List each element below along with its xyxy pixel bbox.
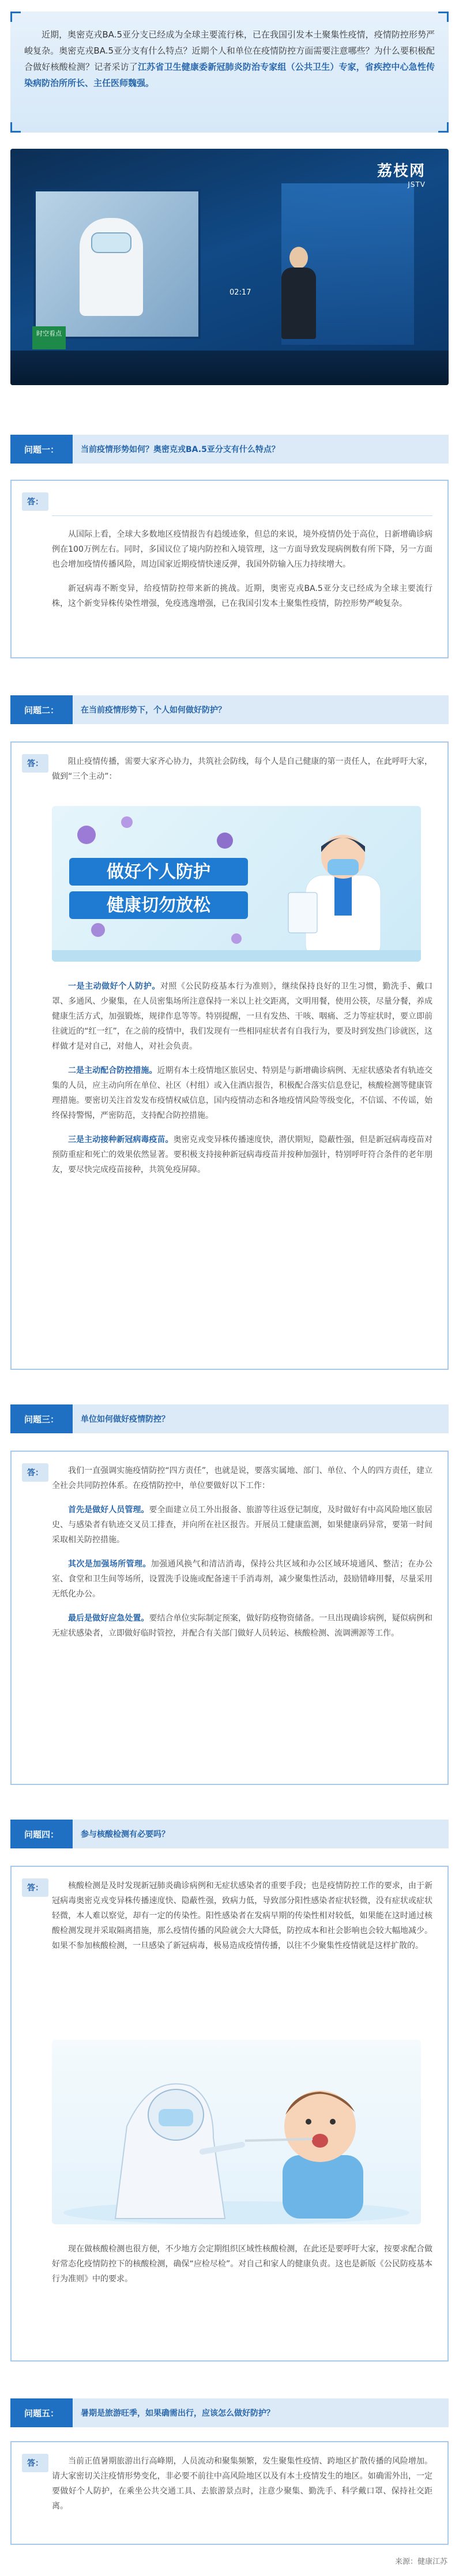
virus-icon	[121, 816, 133, 828]
question-text: 单位如何做好疫情防控？	[81, 1415, 170, 1424]
corner-decoration	[438, 12, 449, 22]
video-time: 02:17	[230, 288, 251, 297]
virus-icon	[217, 833, 233, 849]
child-figure	[283, 2091, 363, 2219]
question-banner-2	[10, 695, 449, 724]
answer-body	[52, 754, 432, 793]
question-tag: 问题五：	[10, 2398, 73, 2427]
answer-label: 答：	[22, 1463, 48, 1482]
question-text: 参与核酸检测有必要吗？	[81, 1830, 170, 1839]
answer-paragraph: 核酸检测是及时发现新冠肺炎确诊病例和无症状感染者的重要手段；也是疫情防控工作的要求，由于新冠病毒奥密克戎变异株传播速度快、隐蔽性强，致病力低，导致部分阳性感染者症状轻微，没有症状或症状轻微，本人难以察觉，却有一定的传染性。阳性感染者在发病早期的传染性相对较低，如果能在这时通过核酸检测发现并采取隔离措施，那么疫情传播的风险就会大大降低，防控成本和社会影响也会较大幅地减少。如果不参加核酸检测，一旦感染了新冠病毒，极易造成疫情传播，以往不少聚集性疫情就是这样扩散的。	[52, 1881, 432, 1950]
answer-paragraph: 现在做核酸检测也很方便，不少地方会定期组织区域性核酸检测，在此还是要呼吁大家，按要求配合做好常态化疫情防控下的核酸检测，确保“应检尽检”。对自己和家人的健康负责。这也是新版《公民防疫基本行为准则》中的要求。	[52, 2244, 432, 2284]
corner-decoration	[10, 12, 21, 22]
news-anchor-figure	[281, 247, 316, 339]
virus-icon	[91, 923, 105, 937]
protection-illustration-art	[52, 806, 421, 962]
answer-paragraph: 三是主动接种新冠病毒疫苗。奥密克戎变异株传播速度快，潜伏期短，隐蔽性强，但是新冠病毒疫苗对预防重症和死亡的效果依然显著。要积极支持接种新冠病毒疫苗并按种加强针，特别呼吁符合条件的老年朋友，要尽快完成疫苗接种，共筑免疫屏障。	[52, 1135, 433, 1174]
nucleic-test-illustration	[52, 2040, 421, 2224]
virus-icon	[231, 933, 242, 944]
answer-body	[52, 1463, 432, 1650]
answer-label: 答：	[22, 492, 48, 511]
intro-text: 近期，奥密克戎BA.5亚分支已经成为全球主要流行株，已在我国引发本土聚集性疫情，疫情防控形势严峻复杂。奥密克戎BA.5亚分支有什么特点？近期个人和单位在疫情防控方面需要注意哪些？为什么要积极配合做好核酸检测？记者采访了江苏省卫生健康委新冠肺炎防治专家组（公共卫生）专家，省疾控中心急性传染病防治所所长、主任医师魏强。	[24, 29, 435, 88]
program-badge: 时空看点	[32, 326, 66, 349]
protection-illustration	[52, 806, 421, 962]
answer-box-3	[10, 1451, 449, 1785]
nucleic-test-illustration-art	[52, 2040, 421, 2224]
news-video[interactable]	[10, 149, 449, 385]
answer-paragraph: 当前正值暑期旅游出行高峰期，人员流动和聚集频繁，发生聚集性疫情、跨地区扩散传播的风险增加。请大家密切关注疫情形势变化，非必要不前往中高风险地区以及有本土疫情发生的地区。如确需外出，一定要做好个人防护，在乘坐公共交通工具、去旅游景点时，注意少聚集、勤洗手、科学戴口罩、保持社交距离。	[52, 2457, 432, 2511]
corner-decoration	[10, 122, 21, 133]
question-text: 暑期是旅游旺季，如果确需出行，应该怎么做好防护？	[81, 2409, 274, 2418]
answer-paragraph: 一是主动做好个人防护。对照《公民防疫基本行为准则》，继续保持良好的卫生习惯，勤洗手、戴口罩、多通风、少聚集，在人员密集场所注意保持一米以上社交距离，文明用餐，使用公筷，尽量分餐，养成健康生活方式，加强锻炼，规律作息等等。特别提醒，一旦有发热、干咳、咽痛、乏力等症状时，要立即前往就近的“红一红”，在之前的疫情中，我们发现有一些相同症状者有自我行为，要及时到发热门诊就医，这样做才是对自己，对他人，对社会负责。	[52, 982, 433, 1051]
answer-paragraph: 其次是加强场所管理。加强通风换气和清洁消毒，保持公共区域和办公区域环境通风、整洁；在办公室、食堂和卫生间等场所，设置洗手设施或配备速干手消毒剂，减少聚集性活动，鼓励错峰用餐，尽量采用无纸化办公。	[52, 1560, 433, 1599]
answer-box-4	[10, 1866, 449, 2362]
question-tag: 问题二：	[10, 695, 73, 724]
answer-paragraph: 二是主动配合防控措施。近期有本土疫情地区旅居史、特别是与新增确诊病例、无症状感染者有轨迹交集的人员，应主动向所在单位、社区（村组）或入住酒店报告，积极配合落实信息登记，核酸检测等健康管理措施。要密切关注首发发布疫情权威信息，国内疫情动态和各地疫情风险等级变化，不信谣、不传谣，始终保持警惕，严密防范，支持配合防控措施。	[52, 1066, 432, 1120]
intro-box	[10, 12, 449, 133]
answer-label: 答：	[22, 2454, 48, 2472]
virus-icon	[77, 826, 96, 844]
corner-decoration	[438, 122, 449, 133]
answer-body	[52, 979, 432, 1187]
answer-body	[52, 1878, 432, 1963]
article-page	[0, 12, 459, 2576]
health-worker-figure	[115, 2084, 246, 2219]
question-banner-5	[10, 2398, 449, 2427]
answer-body	[52, 2454, 432, 2523]
doctor-figure	[288, 835, 381, 962]
source-credit: 来源：健康江苏	[394, 2558, 447, 2566]
answer-paragraph: 新冠病毒不断变异，给疫情防控带来新的挑战。近期，奥密克戎BA.5亚分支已经成为全球主要流行株，这个新变异株传染性增强，免疫逃逸增强，已在我国引发本土聚集性疫情，防控形势严峻复杂。	[52, 584, 432, 608]
question-text: 在当前疫情形势下，个人如何做好防护？	[81, 706, 226, 715]
question-tag: 问题一：	[10, 435, 73, 464]
question-banner-1	[10, 435, 449, 464]
answer-box-5	[10, 2441, 449, 2545]
station-logo: 荔枝网 JSTV	[377, 163, 426, 189]
answer-paragraph: 我们一直强调实施疫情防控“四方责任”，也就是说，要落实属地、部门、单位、个人的四方责任，建立全社会共同防控体系。在疫情防控中，单位要做好以下工作：	[52, 1466, 432, 1490]
illustration-title-1: 做好个人防护	[107, 862, 210, 882]
answer-paragraph: 首先是做好人员管理。要全面建立员工外出报备、旅游等往返登记制度，及时做好有中高风险地区旅居史、与感染者有轨迹交叉员工排查，并向所在社区报告。开展员工健康监测，如果健康码异常，要第一时间采取相关防控措施。	[52, 1505, 433, 1545]
question-tag: 问题三：	[10, 1404, 73, 1433]
answer-label: 答：	[22, 1878, 48, 1897]
face-shield-icon	[91, 232, 131, 253]
question-text: 当前疫情形势如何？奥密克戎BA.5亚分支有什么特点？	[81, 445, 280, 454]
divider	[52, 515, 432, 516]
answer-body	[52, 2242, 432, 2296]
answer-paragraph: 从国际上看，全球大多数地区疫情报告有趋缓迹象，但总的来说，境外疫情仍处于高位，日新增确诊病例在100万例左右。同时，多国议位了境内防控和入境管理，这一方面导致发现病例数有所下降，另一方面也会增加疫情传播风险，周边国家近期疫情快速反弹，我国外防输入压力持续增大。	[52, 530, 432, 569]
answer-box-1	[10, 480, 449, 658]
answer-body	[52, 527, 432, 620]
answer-label: 答：	[22, 754, 48, 773]
answer-box-2	[10, 741, 449, 1370]
studio-desk	[10, 351, 449, 385]
question-tag: 问题四：	[10, 1820, 73, 1848]
question-banner-3	[10, 1404, 449, 1433]
illustration-title-2: 健康切勿放松	[107, 895, 210, 916]
answer-paragraph: 最后是做好应急处置。要结合单位实际制定预案，做好防疫物资储备。一旦出现确诊病例，疑似病例和无症状感染者，立即做好临时管控，并配合有关部门做好人员转运、核酸检测、流调溯源等工作。	[52, 1614, 433, 1638]
question-banner-4	[10, 1820, 449, 1848]
answer-paragraph: 阻止疫情传播，需要大家齐心协力，共筑社会防线，每个人是自己健康的第一责任人，在此呼吁大家，做到“三个主动”：	[52, 757, 432, 781]
intro-expert: 江苏省卫生健康委新冠肺炎防治专家组（公共卫生）专家，省疾控中心急性传染病防治所所长、主任医师魏强。	[24, 62, 435, 88]
